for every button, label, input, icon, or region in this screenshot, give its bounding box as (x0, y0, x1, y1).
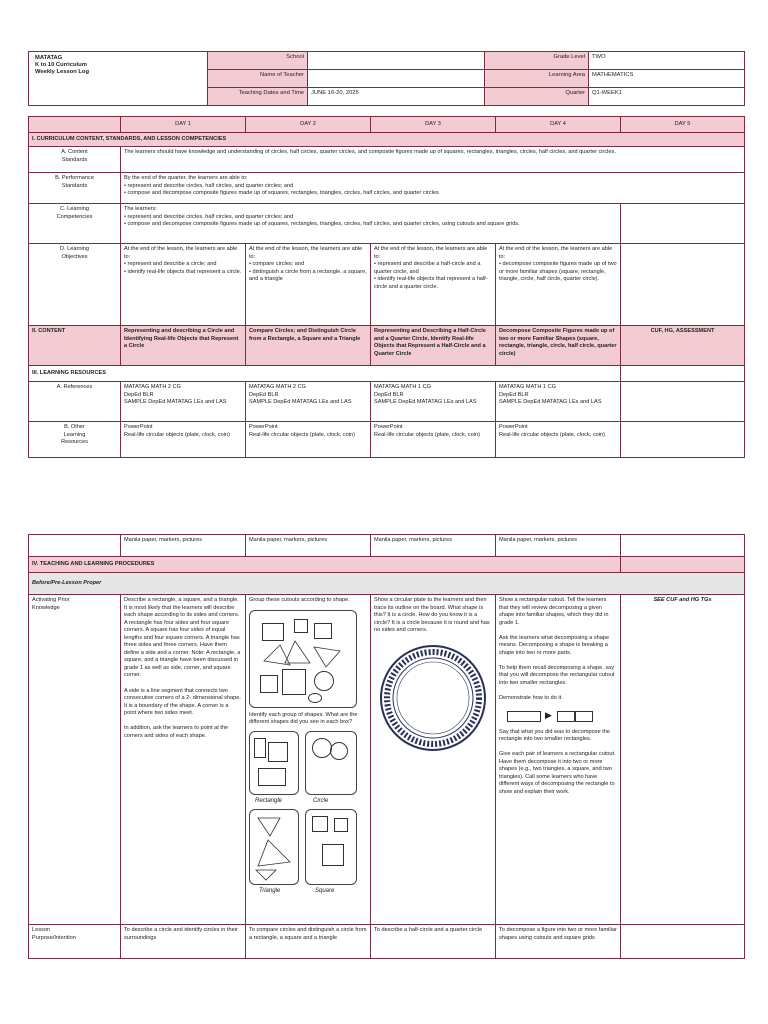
lesson-log-table-page2 (28, 534, 745, 959)
day-header-2: DAY 2 (246, 117, 371, 133)
circle-shape (314, 671, 334, 691)
day-header-4: DAY 4 (496, 117, 621, 133)
square-shape (322, 844, 344, 866)
content-day1: Representing and describing a Circle and Identifying Real-life Objects that Represent a Circle (121, 326, 246, 366)
lesson-log-table-page1 (28, 116, 745, 458)
content-standards-label: A. Content Standards (29, 147, 121, 173)
objectives-day4: At the end of the lesson, the learners are able to: • decompose composite figures made up of two or more familiar shapes (square, rectangle, triangle, circle, half circle, quarter circle). (496, 244, 621, 326)
activating-day5: SEE CUF and HG TGs (621, 595, 745, 925)
rectangle-group-box (249, 731, 299, 795)
teacher-label: Name of Teacher (208, 70, 308, 88)
other-resources-day2: PowerPoint Real-life circular objects (plate, clock, coin) (246, 422, 371, 458)
content-standards-text: The learners should have knowledge and understanding of circles, half circles, quarter circles, and composite figures made up of squares, rectangles, triangles, circles, half circles, and quarter circles. (121, 147, 745, 173)
resources-heading-day5 (621, 366, 745, 382)
content-day5: CUF, HG, ASSESSMENT (621, 326, 745, 366)
purpose-day3: To describe a half-circle and a quarter circle (371, 925, 496, 959)
activating-day2 (246, 595, 371, 925)
competencies-day5 (621, 204, 745, 244)
purpose-label: Lesson Purpose/Intention (29, 925, 121, 959)
content-day2: Compare Circles; and Distinguish Circle from a Rectangle, a Square and a Triangle (246, 326, 371, 366)
dates-value: JUNE 16-20, 2025 (308, 88, 485, 106)
circle-shape (312, 738, 332, 758)
other-resources-day3: PowerPoint Real-life circular objects (plate, clock, coin) (371, 422, 496, 458)
rectangle-shape (268, 742, 288, 762)
triangle-group-box (249, 809, 299, 885)
references-label: A. References (29, 382, 121, 422)
references-day4: MATATAG MATH 1 CG DepEd BLR SAMPLE DepEd MATATAG LEs and LAS (496, 382, 621, 422)
dates-label: Teaching Dates and Time (208, 88, 308, 106)
objectives-day5 (621, 244, 745, 326)
arrow-right-icon: ▶ (545, 709, 552, 720)
day-header-blank (29, 117, 121, 133)
before-lesson-heading: Before/Pre-Lesson Proper (29, 573, 745, 595)
document-title: MATATAG K to 10 Curriculum Weekly Lesson Log (29, 52, 208, 106)
purpose-day2: To compare circles and distinguish a circle from a rectangle, a square and a triangle (246, 925, 371, 959)
quarter-label: Quarter (485, 88, 589, 106)
purpose-day1: To describe a circle and identify circles in their surroundings (121, 925, 246, 959)
purpose-day4: To decompose a figure into two or more familiar shapes using cutouts and square grids (496, 925, 621, 959)
activating-day2-question: Identify each group of shapes. What are the different shapes did you see in each box? (249, 711, 358, 726)
circle-caption: Circle (313, 797, 329, 804)
day-header-5: DAY 5 (621, 117, 745, 133)
materials-label (29, 535, 121, 557)
performance-standards-text: By the end of the quarter, the learners are able to: • represent and describe circles, half circles, and quarter circles; and • compose and decompose composite figures made up of squares, rectangles, triangles, circles, half circles, and quarter circles (121, 173, 745, 204)
section-procedures-heading: IV. TEACHING AND LEARNING PROCEDURES (29, 557, 621, 573)
references-day1: MATATAG MATH 2 CG DepEd BLR SAMPLE DepEd MATATAG LEs and LAS (121, 382, 246, 422)
circle-shape (330, 742, 348, 760)
activating-label: Activating Prior Knowledge (29, 595, 121, 925)
rectangle-caption: Rectangle (255, 797, 283, 804)
objectives-day3: At the end of the lesson, the learners are able to: • represent and describe a half-circle and a quarter circle, and • identify real-life objects that represent a half-circle and a quarter circle. (371, 244, 496, 326)
square-shape (334, 818, 348, 832)
school-label: School (208, 52, 308, 70)
teacher-value (308, 70, 485, 88)
small-rectangle (575, 711, 593, 722)
grade-level-label: Grade Level (485, 52, 589, 70)
activating-day3-text: Show a circular plate to the learners and then trace its outline on the board. What shape is this? It is a circle. How do you know it is a circle? It is a circle because it is round and has no sides and corners. (374, 597, 490, 634)
content-day4: Decompose Composite Figures made up of two or more Familiar Shapes (square, rectangle, triangle, circle, half circle, quarter circle) (496, 326, 621, 366)
other-resources-day4: PowerPoint Real-life circular objects (plate, clock, coin) (496, 422, 621, 458)
triangles-icon (250, 810, 298, 884)
grade-level-value: TWO (589, 52, 745, 70)
section-resources-heading: III. LEARNING RESOURCES (29, 366, 621, 382)
square-caption: Square (315, 887, 335, 894)
day-header-3: DAY 3 (371, 117, 496, 133)
activating-day2-text: Group these cutouts according to shape. (249, 597, 350, 603)
content-day3: Representing and Describing a Half-Circle and a Quarter Circle, Identify Real-life Objects that Represent a Half-Circle and a Quarter Circle (371, 326, 496, 366)
competencies-label: C. Learning Competencies (29, 204, 121, 244)
references-day5 (621, 382, 745, 422)
performance-standards-label: B. Performance Standards (29, 173, 121, 204)
activating-day4 (496, 595, 621, 925)
materials-day3: Manila paper, markers, pictures (371, 535, 496, 557)
header-table (28, 51, 745, 106)
other-resources-day1: PowerPoint Real-life circular objects (plate, clock, coin) (121, 422, 246, 458)
triangle-caption: Triangle (259, 887, 281, 894)
circle-shape (308, 693, 322, 703)
activating-day1: Describe a rectangle, a square, and a triangle. It is most likely that the learners will describe each shape according to its sides and corners. A rectangle has four sides and four square corners. A square has four sides of equal lengths and four square corners. A triangle has three sides and three corners. Have them define a side and a corner. Note: A rectangle, a square, and a triangle have been discussed in grade 1 as well as side, corner, and square corner. A side is a line segment that connects two consecutive corners of a 2- dimensional shape. It is a boundary of the shape. A corner is a point where two sides meet. In addition, ask the learners to point at the corners and sides of each shape. (121, 595, 246, 925)
competencies-text: The learners: • represent and describe circles, half circles, and quarter circles; and • compose and decompose composite figures made up of squares, rectangles, triangles, circles, half circles, and quarter circles, using cutouts and square grids. (121, 204, 621, 244)
procedures-heading-day5 (621, 557, 745, 573)
section-curriculum-heading: I. CURRICULUM CONTENT, STANDARDS, AND LESSON COMPETENCIES (29, 133, 745, 147)
materials-day2: Manila paper, markers, pictures (246, 535, 371, 557)
school-value (308, 52, 485, 70)
purpose-day5 (621, 925, 745, 959)
square-shape (312, 816, 328, 832)
rectangle-shape (260, 675, 278, 693)
circle-group-box (305, 731, 357, 795)
activating-day3 (371, 595, 496, 925)
objectives-day1: At the end of the lesson, the learners are able to: • represent and describe a circle; and • identify real-life objects that represent a circle. (121, 244, 246, 326)
references-day2: MATATAG MATH 2 CG DepEd BLR SAMPLE DepEd MATATAG LEs and LAS (246, 382, 371, 422)
activating-day4-text2: Say that what you did was to decompose the rectangle into two smaller rectangles. Give each pair of learners a rectangular cutout. Have them decompose it into two or more shapes (e.g., two triangles, a square, and two triangles). Call some learners who have different ways of decomposing the rectangle to show and explain their work. (499, 728, 616, 796)
materials-day1: Manila paper, markers, pictures (121, 535, 246, 557)
materials-day5 (621, 535, 745, 557)
learning-area-value: MATHEMATICS (589, 70, 745, 88)
learning-area-label: Learning Area (485, 70, 589, 88)
decompose-demo (507, 709, 617, 725)
materials-day4: Manila paper, markers, pictures (496, 535, 621, 557)
small-rectangle (557, 711, 575, 722)
other-resources-day5 (621, 422, 745, 458)
mixed-shapes-box (249, 610, 357, 708)
activating-day4-text: Show a rectangular cutout. Tell the learners that they will review decomposing a given shape into familiar shapes, which they did in grade 1. Ask the learners what decomposing a shape means. Decomposing a shape is breaking a shape into two or more parts. To help them recall decomposing a shape, say that you will decompose the rectangular cutout into two smaller rectangles. Demonstrate how to do it. (499, 597, 615, 702)
quarter-value: Q1-WEEK1 (589, 88, 745, 106)
other-resources-label: B. Other Learning Resources (29, 422, 121, 458)
sorted-shapes (249, 731, 359, 899)
rectangle-shape (282, 669, 306, 695)
day-header-1: DAY 1 (121, 117, 246, 133)
circular-plate-image (378, 643, 488, 753)
objectives-label: D. Learning Objectives (29, 244, 121, 326)
rectangle-shape (254, 738, 266, 758)
objectives-day2: At the end of the lesson, the learners are able to: • compare circles; and • distinguish a circle from a rectangle, a square, and a triangle (246, 244, 371, 326)
rectangle-cutout (507, 711, 541, 722)
references-day3: MATATAG MATH 1 CG DepEd BLR SAMPLE DepEd MATATAG LEs and LAS (371, 382, 496, 422)
content-label: II. CONTENT (29, 326, 121, 366)
square-group-box (305, 809, 357, 885)
rectangle-shape (258, 768, 286, 786)
